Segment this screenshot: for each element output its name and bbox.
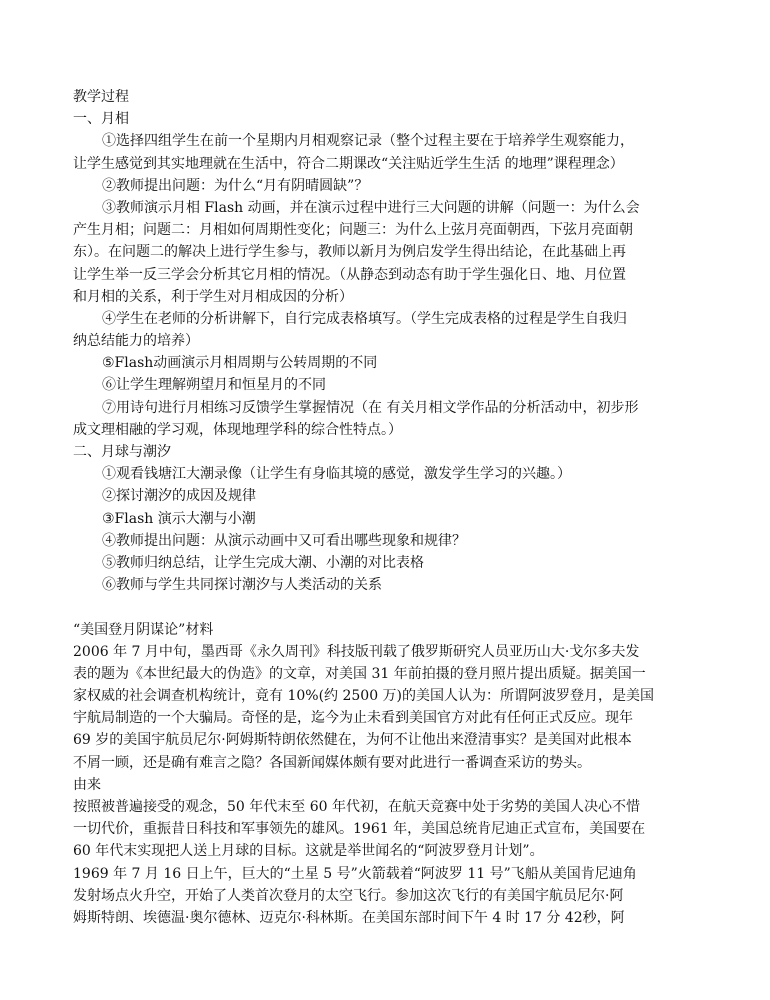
paragraph-line: 姆斯特朗、埃德温·奥尔德林、迈克尔·科林斯。在美国东部时间下午 4 时 17 分 42秒，阿 [73, 909, 625, 926]
list-item: ③Flash 演示大潮与小潮 [102, 510, 256, 527]
paragraph-line: 发射场点火升空，开始了人类首次登月的太空飞行。参加这次飞行的有美国宇航员尼尔·阿 [73, 887, 624, 904]
subsection-title-tides: 二、月球与潮汐 [73, 444, 171, 460]
material-paragraph-1 [73, 641, 703, 774]
material-paragraph-2 [73, 796, 703, 863]
paragraph-line: 不屑一顾，还是确有难言之隐？各国新闻媒体颇有要对此进行一番调查采访的势头。 [73, 754, 591, 771]
material-title: “美国登月阴谋论”材料 [73, 621, 214, 638]
paragraph-line: ③教师演示月相 Flash 动画，并在演示过程中进行三大问题的讲解（问题一：为什么会 [102, 199, 640, 216]
material-paragraph-3 [73, 863, 703, 930]
paragraph-line: 东）。在问题二的解决上进行学生参与，教师以新月为例启发学生得出结论，在此基础上再 [73, 244, 626, 261]
paragraph-line: 宇航局制造的一个大骗局。奇怪的是，迄今为止未看到美国官方对此有任何正式反应。现年 [73, 710, 633, 727]
tides-steps [73, 463, 703, 596]
paragraph-line: 69 岁的美国宇航员尼尔·阿姆斯特朗依然健在，为何不让他出来澄清事实？是美国对此根本 [73, 732, 632, 749]
paragraph-line: 成文理相融的学习观，体现地理学科的综合性特点。） [73, 421, 402, 438]
list-item: ⑤教师归纳总结，让学生完成大潮、小潮的对比表格 [102, 554, 424, 571]
paragraph-line: 2006 年 7 月中旬，墨西哥《永久周刊》科技版刊载了俄罗斯研究人员亚历山大·戈尔多夫发 [73, 643, 640, 660]
spacer [73, 596, 703, 618]
paragraph-line: ②教师提出问题：为什么“月有阴晴圆缺”？ [102, 177, 369, 194]
paragraph-line: 按照被普遍接受的观念，50 年代末至 60 年代初，在航天竞赛中处于劣势的美国人决心不惜 [73, 799, 640, 815]
paragraph-line: 纳总结能力的培养） [73, 333, 199, 350]
moon-landing-material-section [73, 619, 703, 930]
paragraph-line: ⑦用诗句进行月相练习反馈学生掌握情况（在 有关月相文学作品的分析活动中，初步形 [102, 399, 639, 416]
paragraph-line: 家权威的社会调查机构统计，竟有 10%(约 2500 万)的美国人认为：所谓阿波罗登月，是美国 [73, 688, 655, 705]
paragraph-line: 1969 年 7 月 16 日上午，巨大的“土星 5 号”火箭载着“阿波罗 11 号”飞船从美国肯尼迪角 [73, 865, 637, 882]
paragraph-line: 表的题为《本世纪最大的伪造》的文章，对美国 31 年前拍摄的登月照片提出质疑。据美国一 [73, 665, 646, 682]
list-item: ④教师提出问题：从演示动画中又可看出哪些现象和规律？ [102, 532, 466, 549]
subsection-title-moon-phase: 一、月相 [73, 111, 129, 128]
paragraph-line: ①选择四组学生在前一个星期内月相观察记录（整个过程主要在于培养学生观察能力， [102, 133, 634, 150]
paragraph-line: ⑤Flash动画演示月相周期与公转周期的不同 [102, 355, 378, 372]
paragraph-line: 一切代价，重振昔日科技和军事领先的雄风。1961 年，美国总统肯尼迪正式宣布，美国要在 [73, 821, 646, 838]
paragraph-line: 让学生感觉到其实地理就在生活中，符合二期课改“关注贴近学生生活 的地理”课程理念） [73, 155, 624, 172]
teaching-process-section [73, 86, 703, 596]
list-item: ①观看钱塘江大潮录像（让学生有身临其境的感觉，激发学生学习的兴趣。） [102, 466, 571, 483]
list-item: ②探讨潮汐的成因及规律 [102, 488, 256, 505]
moon-phase-steps [73, 130, 703, 441]
section-heading: 教学过程 [73, 89, 129, 105]
document-page [73, 86, 703, 929]
paragraph-line: 产生月相；问题二：月相如何周期性变化；问题三：为什么上弦月亮面朝西，下弦月亮面朝 [73, 222, 633, 239]
paragraph-line: ④学生在老师的分析讲解下，自行完成表格填写。（学生完成表格的过程是学生自我归 [102, 310, 627, 327]
list-item: ⑥教师与学生共同探讨潮汐与人类活动的关系 [102, 577, 382, 594]
paragraph-line: 60 年代末实现把人送上月球的目标。这就是举世闻名的“阿波罗登月计划”。 [73, 843, 544, 860]
material-subtitle: 由来 [73, 776, 101, 793]
paragraph-line: 和月相的关系，利于学生对月相成因的分析） [73, 288, 353, 305]
paragraph-line: 让学生举一反三学会分析其它月相的情况。（从静态到动态有助于学生强化日、地、月位置 [73, 266, 626, 283]
paragraph-line: ⑥让学生理解朔望月和恒星月的不同 [102, 377, 326, 394]
